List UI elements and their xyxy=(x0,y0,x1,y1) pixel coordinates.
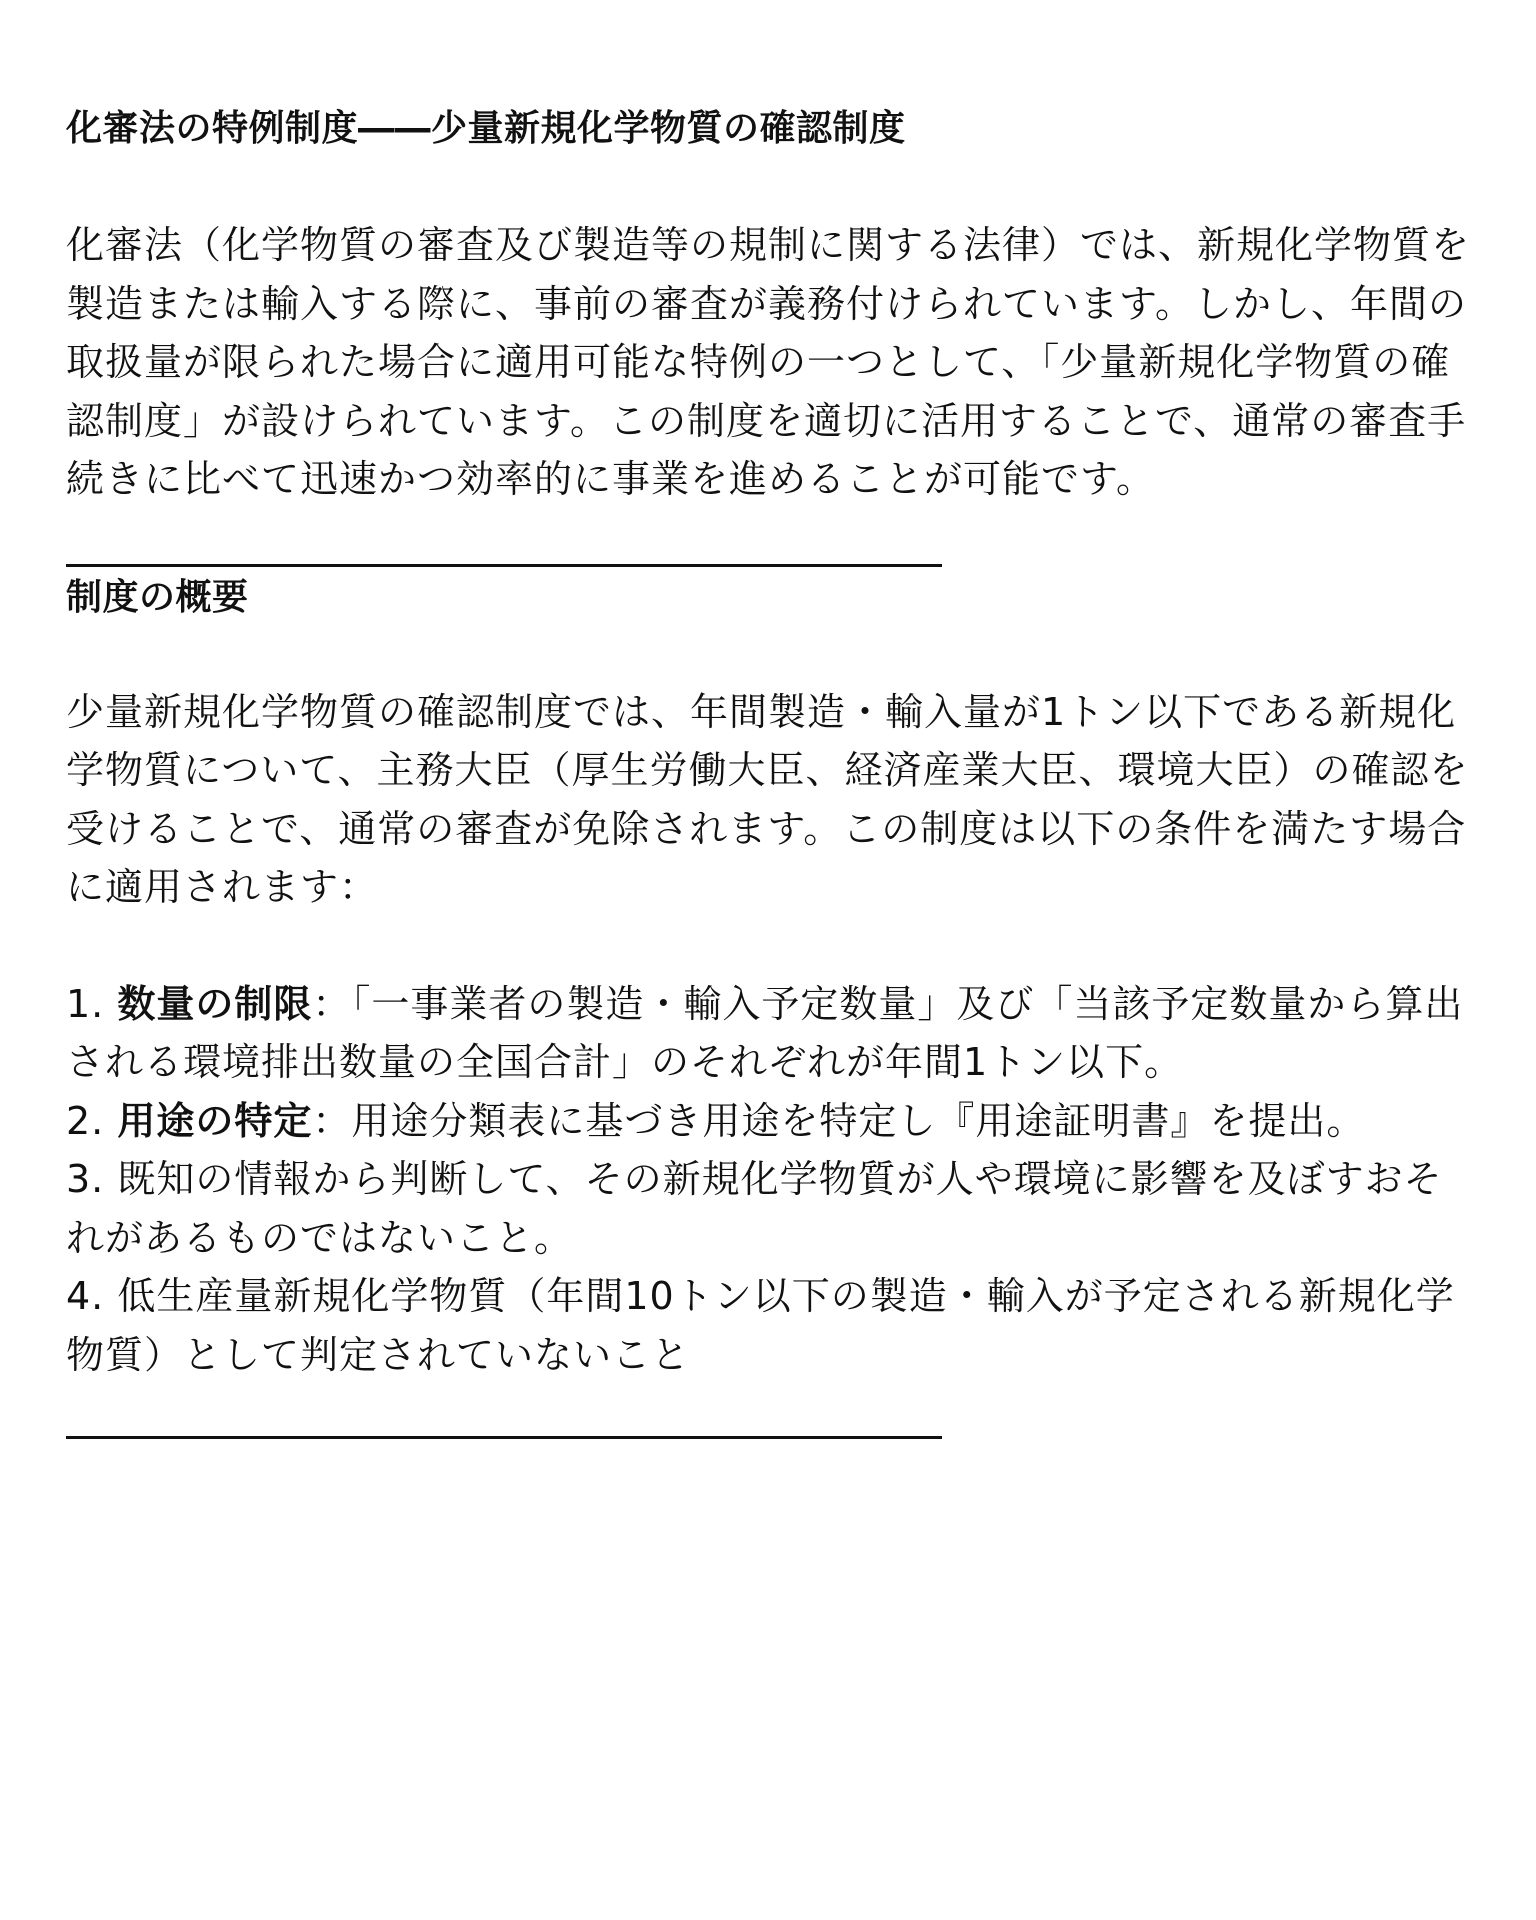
section-heading: 制度の概要 xyxy=(66,576,249,618)
item-term: 数量の制限 xyxy=(117,981,313,1026)
condition-list xyxy=(66,975,1476,1385)
spacer xyxy=(66,158,1476,216)
item-number: 4. xyxy=(66,1274,105,1318)
item-text: 低生産量新規化学物質（年間10トン以下の製造・輸入が予定される新規化学物質）として判定されていないこと xyxy=(66,1274,1455,1377)
list-item xyxy=(66,1267,1476,1384)
document-title: 化審法の特例制度――少量新規化学物質の確認制度 xyxy=(66,108,906,149)
item-text: ：用途分類表に基づき用途を特定し『用途証明書』を提出。 xyxy=(312,1098,1366,1143)
list-item xyxy=(66,975,1476,1092)
item-term: 用途の特定 xyxy=(117,1098,313,1143)
spacer xyxy=(66,627,1476,683)
item-text: ：「一事業者の製造・輸入予定数量」及び「当該予定数量から算出される環境排出数量の全国合計」のそれぞれが年間1トン以下。 xyxy=(66,981,1464,1084)
section-body: 少量新規化学物質の確認制度では、年間製造・輸入量が1トン以下である新規化学物質について、主務大臣（厚生労働大臣、経済産業大臣、環境大臣）の確認を受けることで、通常の審査が免除されます。この制度は以下の条件を満たす場合に適用されます： xyxy=(66,689,1469,909)
item-number: 1. xyxy=(66,981,105,1026)
document xyxy=(66,100,1476,1439)
list-item xyxy=(66,1150,1476,1267)
spacer xyxy=(66,1384,1476,1436)
divider-top xyxy=(66,564,942,567)
item-number: 3. xyxy=(66,1157,105,1201)
list-item xyxy=(66,1092,1476,1151)
divider-bottom xyxy=(66,1436,942,1439)
spacer xyxy=(66,509,1476,564)
spacer xyxy=(66,917,1476,975)
intro-paragraph: 化審法（化学物質の審査及び製造等の規制に関する法律）では、新規化学物質を製造または輸入する際に、事前の審査が義務付けられています。しかし、年間の取扱量が限られた場合に適用可能な特例の一つとして、「少量新規化学物質の確認制度」が設けられています。この制度を適切に活用することで、通常の審査手続きに比べて迅速かつ効率的に事業を進めることが可能です。 xyxy=(66,223,1471,501)
item-number: 2. xyxy=(66,1098,105,1143)
item-text: 既知の情報から判断して、その新規化学物質が人や環境に影響を及ぼすおそれがあるものではないこと。 xyxy=(66,1157,1443,1260)
